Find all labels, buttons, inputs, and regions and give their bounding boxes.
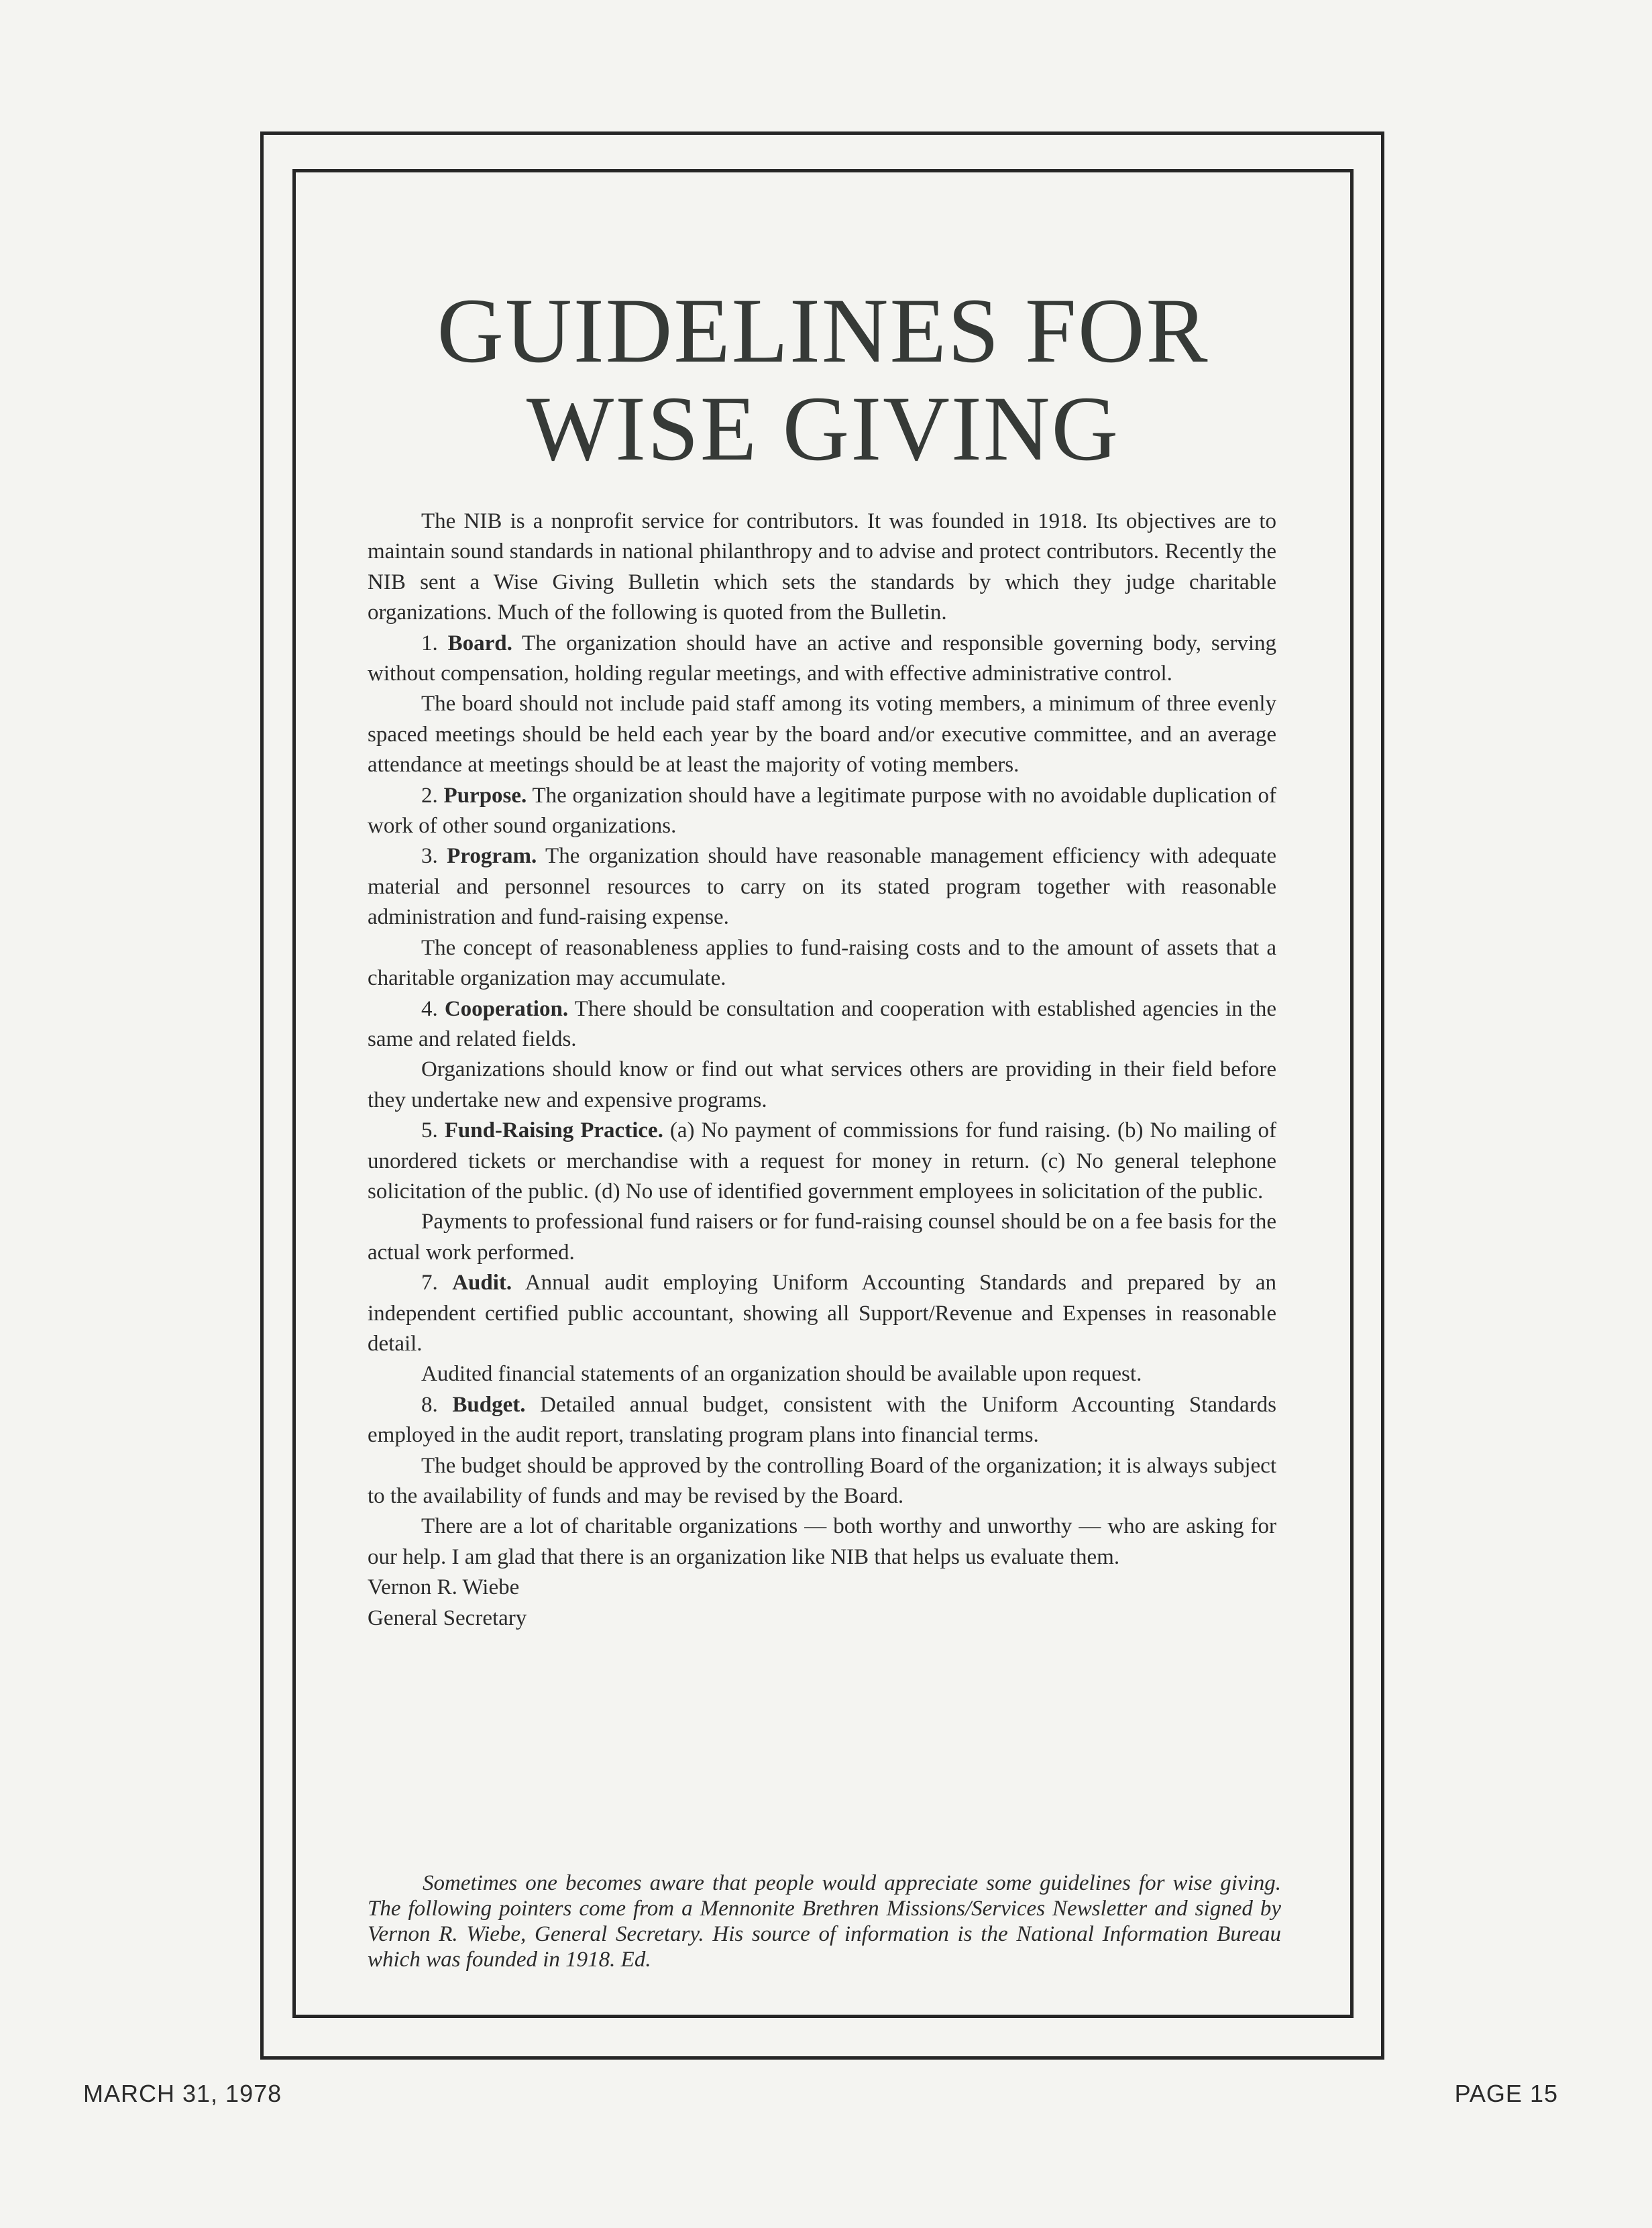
body-paragraph: The concept of reasonableness applies to fund-raising costs and to the amount of assets that a charitable organization may accumulate.	[368, 935, 1276, 991]
body-paragraph: 8. Budget. Detailed annual budget, consistent with the Uniform Accounting Standards employed in the audit report, translating program plans into financial terms.	[368, 1392, 1277, 1448]
signature-title: General Secretary	[368, 1605, 527, 1630]
editor-note: Sometimes one becomes aware that people would appreciate some guidelines for wise giving. The following pointers come from a Mennonite Brethren Missions/Services Newsletter and signed by Vernon R. Wiebe, General Secretary. His source of information is the National Information Bureau which was founded in 1918. Ed.	[368, 1871, 1281, 1972]
body-paragraph: 7. Audit. Annual audit employing Uniform Accounting Standards and prepared by an independent certified public accountant, showing all Support/Revenue and Expenses in reasonable detail.	[368, 1271, 1276, 1356]
body-paragraph: 2. Purpose. The organization should have a legitimate purpose with no avoidable duplication of work of other sound organizations.	[368, 783, 1276, 839]
body-paragraph: Organizations should know or find out what services others are providing in their field before they undertake new and expensive programs.	[368, 1057, 1276, 1112]
section-heading: Cooperation.	[444, 996, 569, 1021]
body-paragraph: 4. Cooperation. There should be consultation and cooperation with established agencies in the same and related fields.	[368, 996, 1277, 1051]
body-paragraph: 1. Board. The organization should have an active and responsible governing body, serving without compensation, holding regular meetings, and with effective administrative control.	[368, 631, 1276, 686]
body-paragraph: 5. Fund-Raising Practice. (a) No payment of commissions for fund raising. (b) No mailing of unordered tickets or merchandise with a request for money in return. (c) No general telephone solicitation of the public. (d) No use of identified government employees in solicitation of the public.	[368, 1118, 1277, 1204]
section-heading: Purpose.	[443, 783, 527, 808]
section-heading: Fund-Raising Practice.	[444, 1118, 663, 1143]
body-paragraph: The budget should be approved by the controlling Board of the organization; it is always subject to the availability of funds and may be revised by the Board.	[368, 1453, 1276, 1508]
article-title	[292, 279, 1354, 480]
body-paragraph: There are a lot of charitable organizations — both worthy and unworthy — who are asking for our help. I am glad that there is an organization like NIB that helps us evaluate them.	[368, 1514, 1276, 1569]
body-paragraph: The board should not include paid staff among its voting members, a minimum of three evenly spaced meetings should be held each year by the board and/or executive committee, and an average attendance at meetings should be at least the majority of voting members.	[368, 692, 1276, 778]
body-paragraph: Payments to professional fund raisers or for fund-raising counsel should be on a fee basis for the actual work performed.	[368, 1210, 1276, 1265]
body-paragraph: Audited financial statements of an organization should be available upon request.	[421, 1362, 1142, 1387]
section-heading: Board.	[447, 631, 512, 655]
article-body	[368, 507, 1276, 1634]
footer-date: MARCH 31, 1978	[83, 2080, 282, 2107]
footer-page-number: PAGE 15	[1454, 2080, 1558, 2107]
body-paragraph: 3. Program. The organization should have reasonable management efficiency with adequate material and personnel resources to carry on its stated program together with reasonable administration and fund-raising expense.	[368, 844, 1277, 930]
section-heading: Budget.	[452, 1392, 526, 1417]
title-line-2: WISE GIVING	[526, 377, 1120, 480]
section-heading: Program.	[447, 844, 537, 869]
section-heading: Audit.	[452, 1271, 512, 1295]
body-paragraph: The NIB is a nonprofit service for contributors. It was founded in 1918. Its objectives are to maintain sound standards in national philanthropy and to advise and protect contributors. Recently the NIB sent a Wise Giving Bulletin which sets the standards by which they judge charitable organizations. Much of the following is quoted from the Bulletin.	[368, 509, 1276, 625]
signature-name: Vernon R. Wiebe	[368, 1575, 520, 1600]
title-line-1: GUIDELINES FOR	[437, 279, 1209, 382]
